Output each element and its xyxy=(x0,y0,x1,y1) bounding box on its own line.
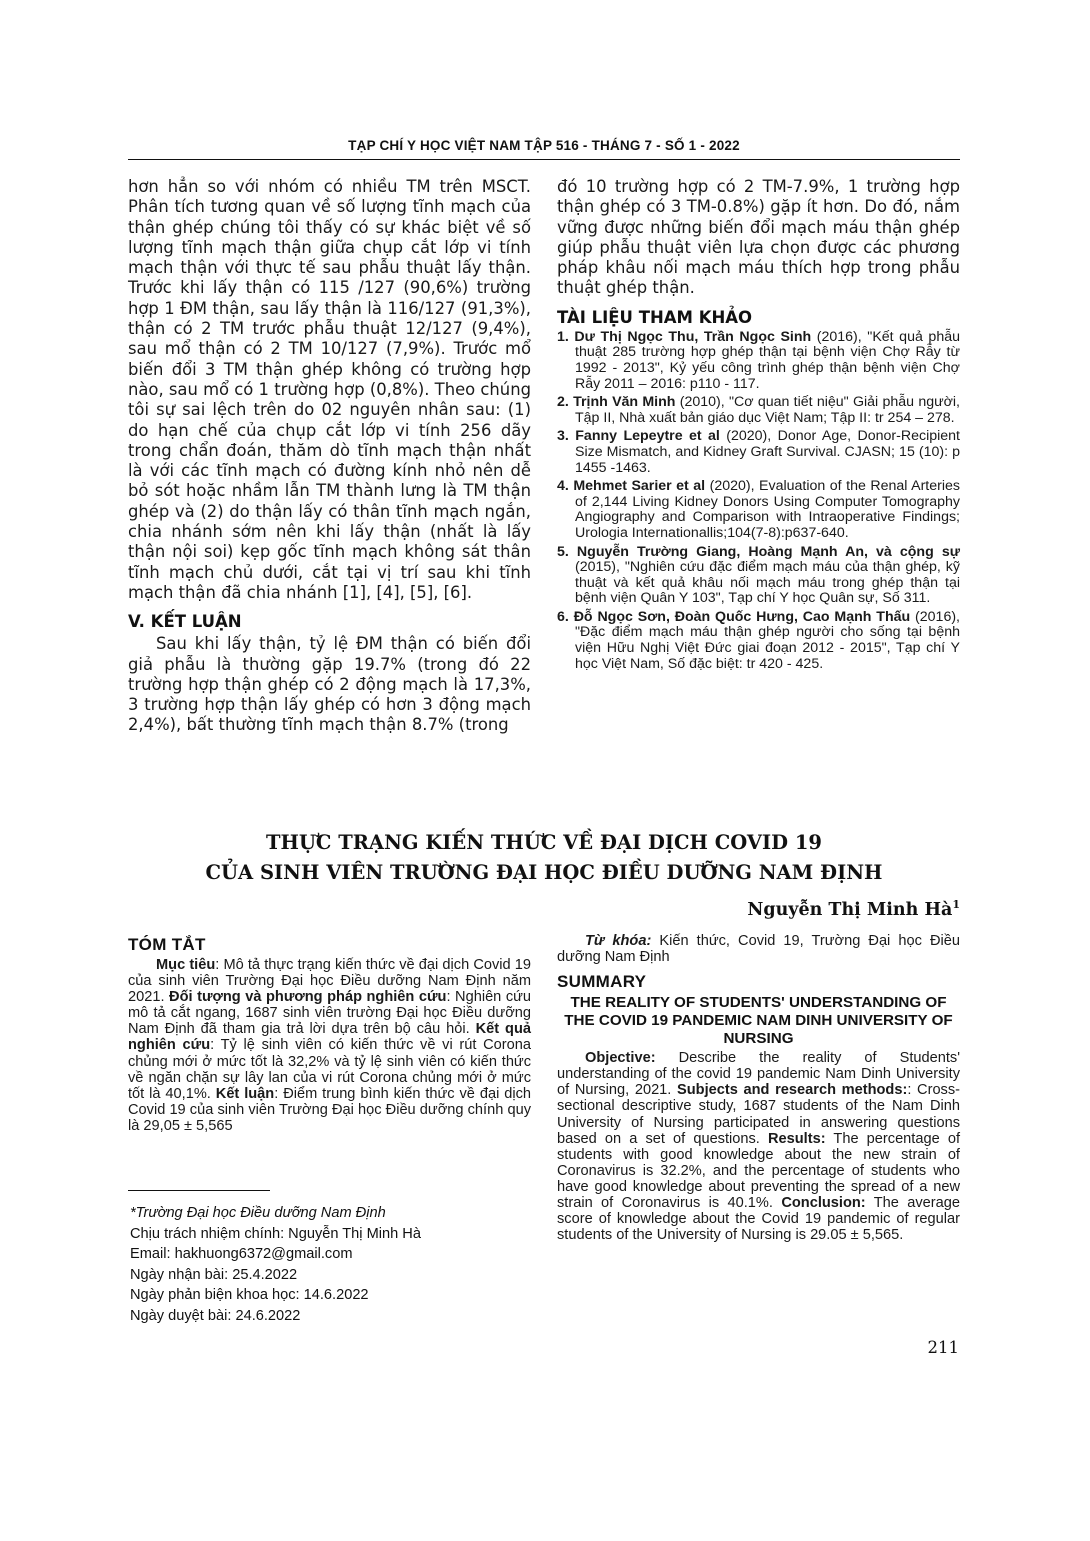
article-title-line-2: CỦA SINH VIÊN TRƯỜNG ĐẠI HỌC ĐIỀU DƯỠNG NAM ĐỊNH xyxy=(205,861,883,884)
abstract-vi xyxy=(128,935,531,1134)
footnote-email: Email: hakhuong6372@gmail.com xyxy=(130,1246,353,1262)
summary-heading: SUMMARY xyxy=(557,972,647,992)
reference-item: 6. Đỗ Ngọc Sơn, Đoàn Quốc Hưng, Cao Mạnh Thấu (2016), "Đặc điểm mạch máu thận ghép người cho sống tại bệnh viện Hữu Nghị Việt Đức giai đoạn 2012 - 2015", Tạp chí Y học Việt Nam, Số đặc biệt: tr 420 - 425. xyxy=(557,608,960,672)
reference-item: 3. Fanny Lepeytre et al (2020), Donor Age, Donor-Recipient Size Mismatch, and Kidney Graft Survival. CJASN; 15 (10): p 1455 -1463. xyxy=(557,428,960,476)
page-number: 211 xyxy=(927,1338,959,1357)
author xyxy=(747,898,960,920)
author-affiliation-mark: 1 xyxy=(952,898,960,911)
footnote-accepted: Ngày duyệt bài: 24.6.2022 xyxy=(130,1307,301,1324)
references-heading: TÀI LIỆU THAM KHẢO xyxy=(557,307,753,327)
discussion-paragraph: hơn hẳn so với nhóm có nhiều TM trên MSCT. Phân tích tương quan về số lượng tĩnh mạch của thận ghép chúng tôi thấy có sự khác biệt về số lượng tĩnh mạch thận giữa chụp cắt lớp vi tính mạch thận với thực tế sau phẫu thuật lấy thận. Trước khi lấy thận có 115 /127 (90,6%) trường hợp 1 ĐM thận, sau lấy thận là 116/127 (91,3%), thận có 2 TM trước phẫu thuật 12/127 (9,4%), sau mổ thận có 2 TM 10/127 (7,9%). Trước mổ biến đổi 3 TM thận ghép không có trường hợp nào, sau mổ có 1 trường hợp (0,8%). Theo chúng tôi sự sai lệch trên do 02 nguyên nhân sau: (1) do hạn chế của chụp cắt lớp vi tính 256 dãy trong chẩn đoán, thăm dò tĩnh mạch thận nhất là với các tĩnh mạch có đường kính nhỏ nên dễ bỏ sót hoặc nhầm lẫn TM thành lưng là TM thận ghép và (2) do thận lấy có thân tĩnh mạch ngắn, chia nhánh sớm nên khi lấy thận (nhất là lấy thận nội soi) kẹp gốc tĩnh mạch không sát thân tĩnh mạch chủ dưới, cắt tại vị trí sau khi tĩnh mạch thận đã chia nhánh [1], [4], [5], [6]. xyxy=(128,177,531,602)
footnote-received: Ngày nhận bài: 25.4.2022 xyxy=(130,1266,298,1283)
right-column-top xyxy=(557,177,960,675)
left-column-top xyxy=(128,177,531,736)
summary-title: THE REALITY OF STUDENTS' UNDERSTANDING OF THE COVID 19 PANDEMIC NAM DINH UNIVERSITY OF NURSING xyxy=(564,994,953,1048)
reference-item: 4. Mehmet Sarier et al (2020), Evaluation of the Renal Arteries of 2,144 Living Kidney Donors Using Computer Tomography Angiography and Comparison with Intraoperative Findings; Urologia Internationallis;104(7-8):p637-640. xyxy=(557,478,960,541)
footnote-reviewed: Ngày phản biện khoa học: 14.6.2022 xyxy=(130,1287,369,1303)
reference-item: 1. Dư Thị Ngọc Thu, Trần Ngọc Sinh (2016), "Kết quả phẫu thuật 285 trường hợp ghép thận tại bệnh viện Chợ Rẫy từ 1992 - 2013", Kỷ yếu công trình ghép thận bệnh viện Chợ Rẫy 2011 – 2016: p110 - 117. xyxy=(557,328,960,392)
reference-item: 2. Trịnh Văn Minh (2010), "Cơ quan tiết niệu" Giải phẫu người, Tập II, Nhà xuất bản giáo dục Việt Nam; Tập II: tr 254 – 278. xyxy=(557,394,960,426)
keywords: Từ khóa: Kiến thức, Covid 19, Trường Đại học Điều dưỡng Nam Định xyxy=(557,933,960,966)
conclusion-paragraph: Sau khi lấy thận, tỷ lệ ĐM thận có biến đổi giả phẫu là thường gặp 19.7% (trong đó 22 trường hợp thận ghép có 2 động mạch là 17,3%, 3 trường hợp thận lấy ghép có hơn 3 động mạch 2,4%), bất thường tĩnh mạch thận 8.7% (trong xyxy=(128,634,531,735)
footnotes xyxy=(130,1203,533,1326)
author-name: Nguyễn Thị Minh Hà xyxy=(747,899,953,920)
footnote-responsible: Chịu trách nhiệm chính: Nguyễn Thị Minh Hà xyxy=(130,1225,421,1242)
article-title-line-1: THỰC TRẠNG KIẾN THỨC VỀ ĐẠI DỊCH COVID 19 xyxy=(265,831,823,854)
reference-item: 5. Nguyễn Trường Giang, Hoàng Mạnh An, và cộng sự (2015), "Nghiên cứu đặc điểm mạch máu của thận ghép, kỹ thuật và kết quả khâu nối mạch máu trong ghép thận tại bệnh viện Quân Y 103", Tạp chí Y học Quân sự, Số 311. xyxy=(557,543,960,607)
running-header: TẠP CHÍ Y HỌC VIỆT NAM TẬP 516 - THÁNG 7 - SỐ 1 - 2022 xyxy=(348,138,740,153)
abstract-en xyxy=(557,933,960,1243)
header-rule xyxy=(128,159,960,160)
references-list xyxy=(557,330,960,672)
footnote-rule xyxy=(128,1190,270,1191)
summary-text: Objective: Describe the reality of Students' understanding of the covid 19 pandemic Nam Dinh University of Nursing, 2021. Subjects and research methods:: Cross-sectional descriptive study, 1687 students of the Nam Dinh University of Nursing participated in answering questions based on a set of questions. Results: The percentage of students with good knowledge about the new strain of Coronavirus is 32.2%, and the percentage of students who have good knowledge about preventing the spread of a new strain of Coronavirus is 40.1%. Conclusion: The average score of knowledge about the Covid 19 pandemic of regular students of the University of Nursing is 29.05 ± 5,565. xyxy=(557,1050,961,1244)
article-title xyxy=(128,828,960,888)
abstract-vi-text: Mục tiêu: Mô tả thực trạng kiến thức về đại dịch Covid 19 của sinh viên Trường Đại học Điều dưỡng Nam Định năm 2021. Đối tượng và phương pháp nghiên cứu: Nghiên cứu mô tả cắt ngang, 1687 sinh viên trường Đại học Điều dưỡng Nam Định đã tham gia trả lời dựa trên bộ câu hỏi. Kết quả nghiên cứu: Tỷ lệ sinh viên có kiến thức về vi rút Corona chủng mới ở mức tốt là 32,2% và tỷ lệ sinh viên có kiến thức về ngăn chặn sự lây lan của vi rút Corona chủng mới ở mức tốt là 40,1%. Kết luận: Điểm trung bình kiến thức về đại dịch Covid 19 của sinh viên Trường Đại học Điều dưỡng chính quy là 29,05 ± 5,565 xyxy=(128,957,532,1134)
conclusion-continued: đó 10 trường hợp có 2 TM-7.9%, 1 trường hợp thận ghép có 3 TM-0.8%) gặp ít hơn. Do đó, nắm vững được những biến đổi mạch máu thận ghép giúp phẫu thuật viên lựa chọn được các phương pháp khâu nối mạch máu thích hợp trong phẫu thuật ghép thận. xyxy=(557,177,960,298)
abstract-vi-heading: TÓM TẮT xyxy=(128,935,206,954)
footnote-affiliation: *Trường Đại học Điều dưỡng Nam Định xyxy=(130,1205,386,1221)
conclusion-heading: V. KẾT LUẬN xyxy=(128,612,242,632)
